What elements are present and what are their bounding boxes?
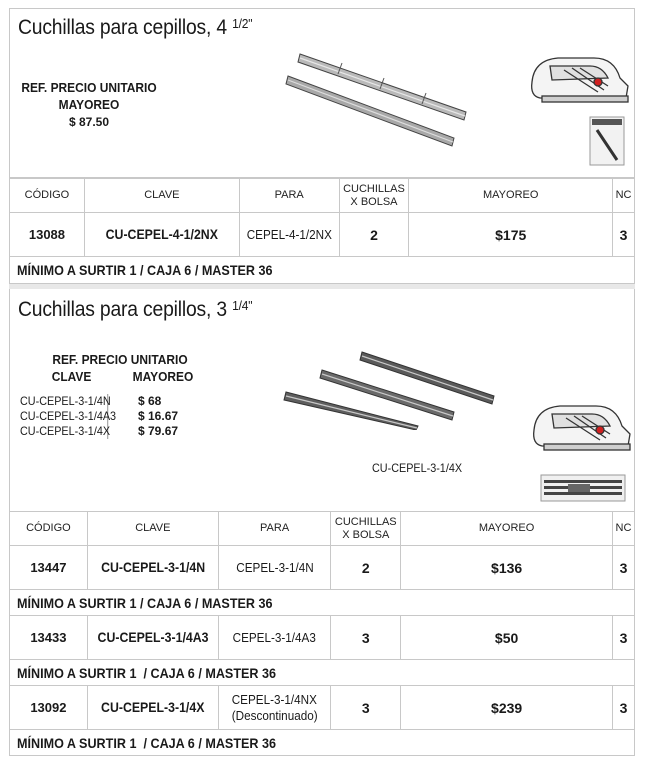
cell-clave: CU-CEPEL-3-1/4A3 bbox=[97, 628, 209, 645]
list-item bbox=[20, 424, 188, 439]
cell-nc: 3 bbox=[613, 616, 635, 660]
cell-codigo: 13088 bbox=[10, 213, 85, 257]
ref2-col-mayoreo: MAYOREO bbox=[132, 369, 194, 384]
hand-planer-icon bbox=[528, 52, 632, 108]
header-cuchillas bbox=[339, 179, 409, 213]
section1-title bbox=[18, 16, 252, 40]
table-row bbox=[10, 213, 635, 257]
list-item bbox=[20, 394, 188, 409]
section2-ref-block bbox=[40, 352, 200, 384]
row-note-text: MÍNIMO A SURTIR 1 / CAJA 6 / MASTER 36 bbox=[17, 664, 277, 681]
cell-para-wrap bbox=[218, 616, 331, 660]
cell-para-wrap bbox=[239, 213, 339, 257]
header-codigo: CÓDIGO bbox=[10, 179, 85, 213]
ref-item-clave: CU-CEPEL-3-1/4N bbox=[20, 394, 111, 408]
row-note bbox=[10, 730, 635, 756]
cell-nc: 3 bbox=[613, 546, 635, 590]
blade-package-thumbnail bbox=[540, 474, 626, 502]
blade-package-thumbnail bbox=[589, 116, 625, 166]
header-para: PARA bbox=[239, 179, 339, 213]
cell-para-note: (Descontinuado) bbox=[231, 707, 318, 723]
cell-cuchillas: 2 bbox=[331, 546, 401, 590]
cell-para: CEPEL-3-1/4N bbox=[235, 559, 314, 575]
row-note bbox=[10, 660, 635, 686]
cell-nc: 3 bbox=[613, 213, 635, 257]
cell-cuchillas: 3 bbox=[331, 616, 401, 660]
cell-para-wrap bbox=[218, 686, 331, 730]
row-note bbox=[10, 590, 635, 616]
planer-blade-product-image bbox=[280, 50, 480, 150]
cell-clave-wrap bbox=[87, 616, 218, 660]
cell-mayoreo: $239 bbox=[401, 686, 613, 730]
header-cuchillas-line2: X BOLSA bbox=[342, 528, 390, 541]
header-cuchillas bbox=[331, 512, 401, 546]
row-note-text: MÍNIMO A SURTIR 1 / CAJA 6 / MASTER 36 bbox=[17, 734, 277, 751]
table-row bbox=[10, 686, 635, 730]
section1-title-fraction: 1/2" bbox=[232, 16, 253, 31]
header-cuchillas-line2: X BOLSA bbox=[350, 195, 398, 208]
list-item bbox=[20, 409, 188, 424]
cell-para-wrap bbox=[218, 546, 331, 590]
cell-mayoreo: $50 bbox=[401, 616, 613, 660]
section2-title-fraction: 1/4" bbox=[232, 298, 253, 313]
header-codigo: CÓDIGO bbox=[10, 512, 88, 546]
ref-item-price: $ 16.67 bbox=[138, 409, 179, 423]
ref-head-line2: MAYOREO bbox=[58, 97, 120, 112]
section1-note-text: MÍNIMO A SURTIR 1 / CAJA 6 / MASTER 36 bbox=[17, 262, 273, 278]
cell-mayoreo: $136 bbox=[401, 546, 613, 590]
table-header-row bbox=[10, 512, 635, 546]
cell-clave-wrap bbox=[84, 213, 239, 257]
ref-item-clave: CU-CEPEL-3-1/4X bbox=[20, 424, 111, 438]
cell-cuchillas: 3 bbox=[331, 686, 401, 730]
table-row bbox=[10, 546, 635, 590]
section2-table bbox=[9, 511, 635, 756]
row-note-cell bbox=[10, 730, 635, 756]
header-cuchillas-line1: CUCHILLAS bbox=[334, 515, 397, 528]
cell-mayoreo: $175 bbox=[409, 213, 613, 257]
ref-head-line1: REF. PRECIO UNITARIO bbox=[21, 80, 157, 95]
section2-ref-price-list bbox=[20, 394, 188, 439]
cell-clave: CU-CEPEL-3-1/4N bbox=[100, 558, 205, 575]
planer-blade-product-image bbox=[282, 348, 496, 430]
header-clave: CLAVE bbox=[84, 179, 239, 213]
header-para: PARA bbox=[218, 512, 331, 546]
section2-image-caption: CU-CEPEL-3-1/4X bbox=[372, 461, 463, 475]
ref-item-clave: CU-CEPEL-3-1/4A3 bbox=[20, 409, 117, 423]
cell-para: CEPEL-3-1/4A3 bbox=[232, 629, 317, 645]
cell-codigo: 13092 bbox=[10, 686, 88, 730]
cell-codigo: 13433 bbox=[10, 616, 88, 660]
hand-planer-icon bbox=[530, 400, 634, 456]
table-header-row bbox=[10, 179, 635, 213]
header-nc: NC bbox=[613, 179, 635, 213]
header-mayoreo: MAYOREO bbox=[401, 512, 613, 546]
section2-title-text: Cuchillas para cepillos, 3 bbox=[18, 298, 227, 321]
header-mayoreo: MAYOREO bbox=[409, 179, 613, 213]
ref2-col-heads bbox=[40, 369, 200, 384]
header-clave: CLAVE bbox=[87, 512, 218, 546]
section1-table bbox=[9, 178, 635, 257]
row-note-cell bbox=[10, 660, 635, 686]
ref-item-price: $ 68 bbox=[138, 394, 162, 408]
ref-price: $ 87.50 bbox=[68, 115, 110, 129]
section1-title-text: Cuchillas para cepillos, 4 bbox=[18, 16, 227, 39]
cell-para: CEPEL-3-1/4NX bbox=[232, 691, 318, 707]
ref2-col-clave: CLAVE bbox=[51, 369, 92, 384]
cell-clave-wrap bbox=[87, 546, 218, 590]
section1-note bbox=[9, 257, 635, 284]
header-cuchillas-line1: CUCHILLAS bbox=[343, 182, 405, 195]
ref2-head-line1: REF. PRECIO UNITARIO bbox=[52, 352, 188, 367]
cell-cuchillas: 2 bbox=[339, 213, 409, 257]
row-note-text: MÍNIMO A SURTIR 1 / CAJA 6 / MASTER 36 bbox=[17, 594, 273, 611]
cell-codigo: 13447 bbox=[10, 546, 88, 590]
header-nc: NC bbox=[613, 512, 635, 546]
section1-ref-block bbox=[14, 80, 164, 129]
cell-clave-wrap bbox=[87, 686, 218, 730]
cell-clave: CU-CEPEL-3-1/4X bbox=[101, 698, 205, 715]
row-note-cell bbox=[10, 590, 635, 616]
cell-para: CEPEL-4-1/2NX bbox=[246, 226, 332, 242]
ref-item-price: $ 79.67 bbox=[138, 424, 179, 438]
cell-clave: CU-CEPEL-4-1/2NX bbox=[105, 225, 219, 242]
cell-nc: 3 bbox=[613, 686, 635, 730]
table-row bbox=[10, 616, 635, 660]
section2-title bbox=[18, 298, 252, 322]
